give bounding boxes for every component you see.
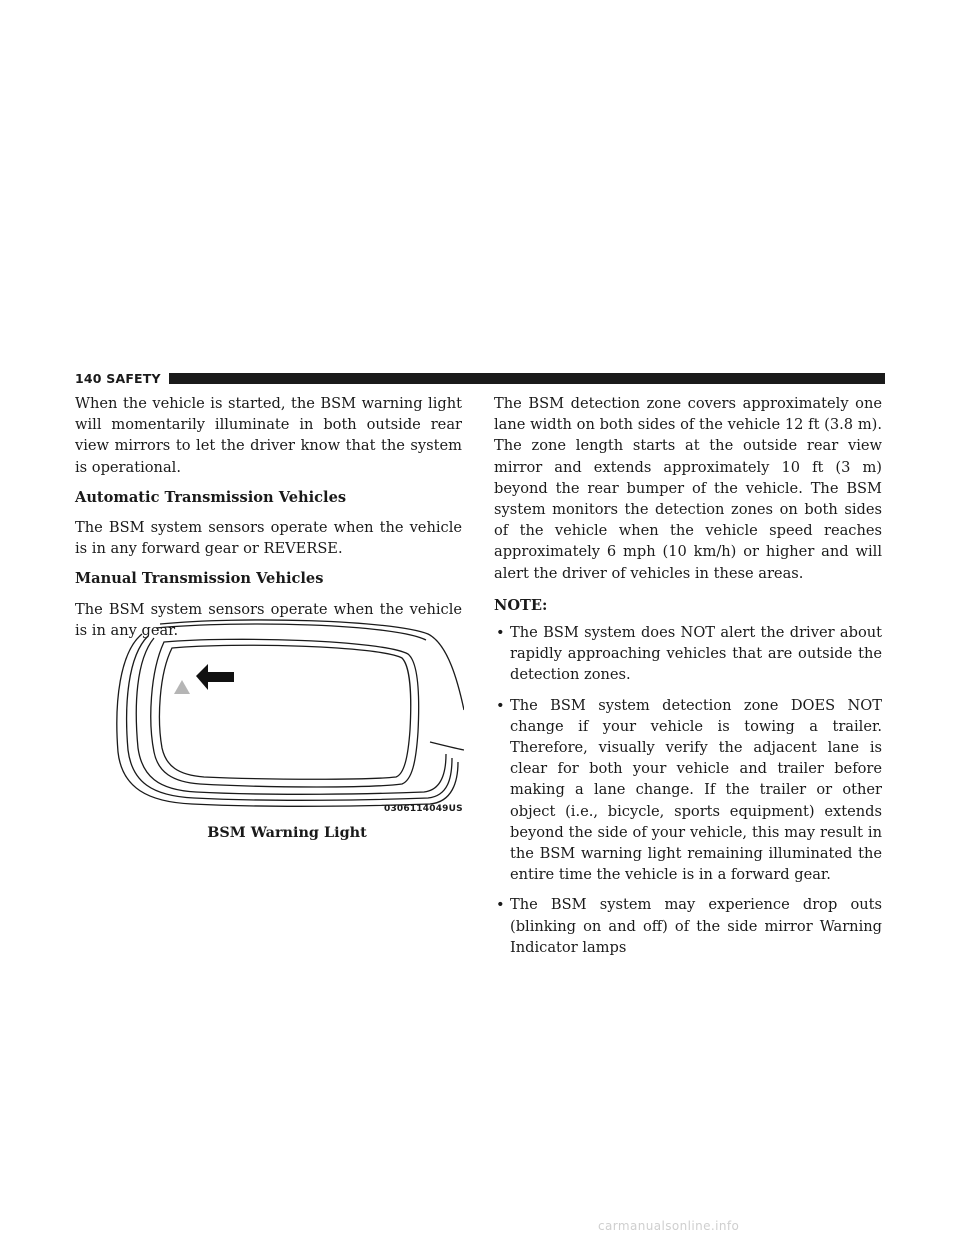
- heading-manual-transmission: Manual Transmission Vehicles: [75, 570, 324, 588]
- right-column: [494, 393, 882, 967]
- heading-automatic-transmission: Automatic Transmission Vehicles: [75, 488, 347, 506]
- arrow-left-icon: [196, 664, 234, 690]
- detection-zone-paragraph: The BSM detection zone covers approximately one lane width on both sides of the vehicle 12 ft (3.8 m). The zone length starts at the outside rear view mirror and extends approximately 10 ft (3 m) beyond the rear bumper of the vehicle. The BSM system monitors the detection zones on both sides of the vehicle when the vehicle speed reaches approximately 6 mph (10 km/h) or higher and will alert the driver of vehicles in these areas.: [494, 395, 882, 582]
- intro-paragraph: When the vehicle is started, the BSM warning light will momentarily illuminate in both outside rear view mirrors to let the driver know that the system is operational.: [75, 395, 462, 476]
- note-item: • The BSM system detection zone DOES NOT change if your vehicle is towing a trailer. Therefore, visually verify the adjacent lane is clear for both your vehicle and trailer before making a lane change. If the trailer or other object (i.e., bicycle, sports equipment) extends beyond the side of your vehicle, this may result in the BSM warning light remaining illuminated the entire time the vehicle is in a forward gear.: [496, 696, 882, 884]
- watermark: carmanualsonline.info: [598, 1219, 740, 1233]
- note-item: • The BSM system does NOT alert the driver about rapidly approaching vehicles that are outside the detection zones.: [496, 624, 882, 684]
- note-item: • The BSM system may experience drop outs (blinking on and off) of the side mirror Warning Indicator lamps: [496, 896, 882, 956]
- bullet-icon: •: [496, 624, 505, 642]
- header-rule: [169, 373, 885, 384]
- automatic-transmission-paragraph: The BSM system sensors operate when the vehicle is in any forward gear or REVERSE.: [75, 519, 462, 558]
- page-number-section: 140 SAFETY: [75, 370, 161, 386]
- bullet-icon: •: [496, 696, 505, 714]
- bullet-icon: •: [496, 896, 505, 914]
- figure-code: 0306114049US: [384, 804, 463, 814]
- note-label: NOTE:: [494, 596, 548, 614]
- manual-transmission-paragraph: The BSM system sensors operate when the vehicle is in any gear.: [75, 600, 462, 639]
- bsm-mirror-illustration: [112, 612, 464, 818]
- figure-caption: BSM Warning Light: [207, 824, 367, 841]
- page-header: [75, 371, 885, 385]
- warning-triangle-icon: [174, 680, 190, 694]
- note-list: [494, 622, 882, 958]
